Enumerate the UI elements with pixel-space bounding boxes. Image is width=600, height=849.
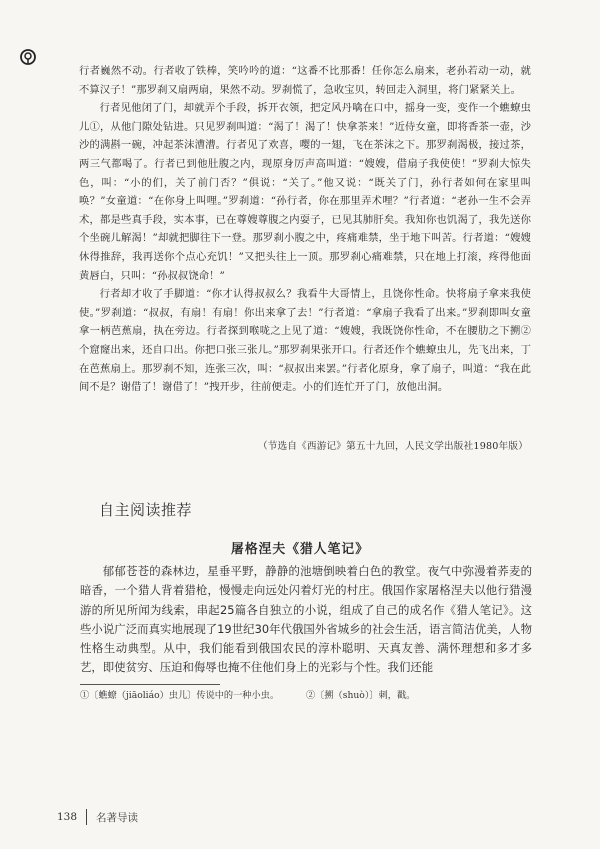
footnote-2: ②〔搠（shuò）〕刺，戳。	[306, 690, 416, 701]
recommendation-paragraph: 郁郁苍苍的森林边，星垂平野，静静的池塘倒映着白色的教堂。夜气中弥漫着荞麦的暗香，一个猎人背着猎枪，慢慢走向远处闪着灯光的村庄。俄国作家屠格涅夫以他行猎漫游的所见所闻为线索，串起25篇各自独立的小说，组成了自己的成名作《猎人笔记》。这些小说广泛而真实地展现了19世纪30年代俄国外省城乡的社会生活，语言简洁优美，人物性格生动典型。从中，我们能看到俄国农民的淳朴聪明、天真友善、满怀理想和多才多艺，即使贫穷、压迫和侮辱也掩不住他们身上的光彩与个性。我们还能	[80, 564, 532, 675]
story-paragraph: 行者见他闭了门，却就弄个手段，拆开衣领，把定风丹噙在口中，摇身一变，变作一个蟭蟟虫儿①，从他门隙处钻进。只见罗刹叫道：“渴了！渴了！快拿茶来！”近侍女童，即将香茶一壶，沙沙的满斟一碗，冲起茶沫漕漕。行者见了欢喜，嘤的一翅，飞在茶沫之下。那罗刹渴极，接过茶，两三气都喝了。行者已到他肚腹之内，现原身厉声高叫道：“嫂嫂，借扇子我使使！”罗刹大惊失色，叫：“小的们，关了前门否？”俱说：“关了。”他又说：“既关了门，孙行者如何在家里叫唤？”女童道：“在你身上叫哩。”罗刹道：“孙行者，你在那里弄术哩？”行者道：“老孙一生不会弄术，都是些真手段，实本事，已在尊嫂尊腹之内耍子，已见其肺肝矣。我知你也饥渴了，我先送你个坐碗儿解渴！”却就把脚往下一登。那罗刹小腹之中，疼痛难禁，坐于地下叫苦。行者道：“嫂嫂休得推辞，我再送你个点心充饥！”又把头往上一顶。那罗刹心痛难禁，只在地上打滚，疼得他面黄唇白，只叫：“孙叔叔饶命！”	[79, 102, 531, 282]
page-footer	[57, 808, 138, 826]
source-citation: （节选自《西游记》第五十九回，人民文学出版社1980年版）	[257, 441, 528, 452]
story-paragraph: 行者巍然不动。行者收了铁棒，笑吟吟的道：“这番不比那番！任你怎么扇来，老孙若动一动，就不算汉子！”那罗刹又扇两扇，果然不动。罗刹慌了，急收宝贝，转回走入洞里，将门紧紧关上。	[79, 65, 531, 96]
footnote-1: ①〔蟭蟟（jiāoliáo）虫儿〕传说中的一种小虫。	[80, 690, 280, 701]
book-section-label: 名著导读	[96, 811, 139, 824]
recommendation-text	[80, 562, 532, 678]
story-excerpt	[79, 62, 531, 397]
recommendation-title: 屠格涅夫《猎人笔记》	[231, 542, 369, 557]
page-number: 138	[57, 811, 78, 823]
footnote-divider	[80, 684, 220, 685]
circle-emblem-icon	[19, 48, 37, 66]
footer-divider	[86, 809, 87, 825]
section-heading: 自主阅读推荐	[99, 501, 193, 519]
story-paragraph: 行者却才收了手脚道：“你才认得叔叔么？我看牛大哥情上，且饶你性命。快将扇子拿来我使使。”罗刹道：“叔叔，有扇！有扇！你出来拿了去！”行者道：“拿扇子我看了出来。”罗刹即叫女童拿一柄芭蕉扇，执在旁边。行者探到喉咙之上见了道：“嫂嫂，我既饶你性命，不在腰肋之下搠②个窟窿出来，还自口出。你把口张三张儿。”那罗刹果张开口。行者还作个蟭蟟虫儿，先飞出来，丁在芭蕉扇上。那罗刹不知，连张三次，叫：“叔叔出来罢。”行者化原身，拿了扇子，叫道：“我在此间不是？谢借了！谢借了！”拽开步，往前便走。小的们连忙开了门，放他出洞。	[79, 288, 531, 394]
